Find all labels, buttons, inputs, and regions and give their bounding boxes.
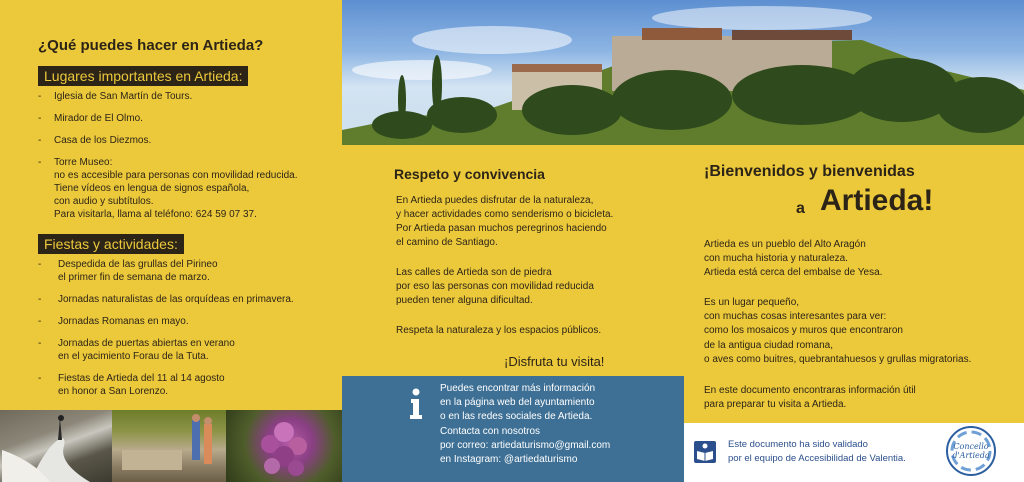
respect-title: Respeto y convivencia	[394, 166, 545, 182]
ruins-photo	[112, 410, 226, 482]
village-photo	[342, 0, 1024, 145]
respect-paragraph-1: En Artieda puedes disfrutar de la naturaleza, y hacer actividades como senderismo o bicicleta. Por Artieda pasan muchos peregrinos haciendo el camino de Santiago.	[396, 195, 614, 248]
list-item: - Jornadas de puertas abiertas en verano en el yacimiento Forau de la Tuta.	[38, 337, 338, 363]
list-item: - Mirador de El Olmo.	[38, 112, 338, 125]
intro-paragraph-3: En este documento encontraras información útil para preparar tu visita a Artieda.	[704, 385, 916, 411]
list-item: - Torre Museo: no es accesible para personas con movilidad reducida. Tiene vídeos en lengua de signos española, con audio y subtítulos. Para visitarla, llama al teléfono: 624 59 07 37.	[38, 156, 338, 221]
photo-strip	[0, 410, 342, 482]
crane-photo	[0, 410, 112, 482]
welcome-a: a	[796, 200, 805, 217]
left-title: ¿Qué puedes hacer en Artieda?	[38, 37, 264, 54]
respect-paragraph-2: Las calles de Artieda son de piedra por eso las personas con movilidad reducida pueden tener alguna dificultad.	[396, 267, 594, 306]
places-list	[38, 90, 338, 230]
list-item: - Fiestas de Artieda del 11 al 14 agosto en honor a San Lorenzo.	[38, 372, 338, 398]
list-item: - Jornadas Romanas en mayo.	[38, 315, 338, 328]
town-logo: Concello d'Artieda	[946, 426, 996, 476]
easy-read-icon	[694, 441, 716, 463]
places-label: Lugares importantes en Artieda:	[38, 66, 248, 86]
list-item: - Iglesia de San Martín de Tours.	[38, 90, 338, 103]
intro-paragraph-2: Es un lugar pequeño, con muchas cosas interesantes para ver: como los mosaicos y muros que encontraron de la antigua ciudad romana, o aves como buitres, quebrantahuesos y grullas migratorias.	[704, 297, 972, 365]
list-item: - Casa de los Diezmos.	[38, 134, 338, 147]
info-icon	[408, 388, 424, 420]
intro-paragraph-1: Artieda es un pueblo del Alto Aragón con mucha historia y naturaleza. Artieda está cerca del embalse de Yesa.	[704, 239, 883, 279]
events-list	[38, 258, 338, 407]
list-item: - Despedida de las grullas del Pirineo el primer fin de semana de marzo.	[38, 258, 338, 284]
orchid-photo	[226, 410, 342, 482]
enjoy-text: ¡Disfruta tu visita!	[504, 354, 605, 369]
town-name: Artieda!	[820, 184, 934, 217]
events-label: Fiestas y actividades:	[38, 234, 184, 254]
respect-paragraph-3: Respeta la naturaleza y los espacios públicos.	[396, 325, 602, 336]
contact-text: Puedes encontrar más información en la página web del ayuntamiento o en las redes sociales de Artieda. Contacta con nosotros por correo: artiedaturismo@gmail.com en Instagram: @artiedaturismo	[440, 383, 611, 466]
list-item: - Jornadas naturalistas de las orquídeas en primavera.	[38, 293, 338, 306]
welcome-heading: ¡Bienvenidos y bienvenidas	[704, 163, 915, 180]
validation-text: Este documento ha sido validado por el equipo de Accesibilidad de Valentia.	[728, 439, 906, 464]
